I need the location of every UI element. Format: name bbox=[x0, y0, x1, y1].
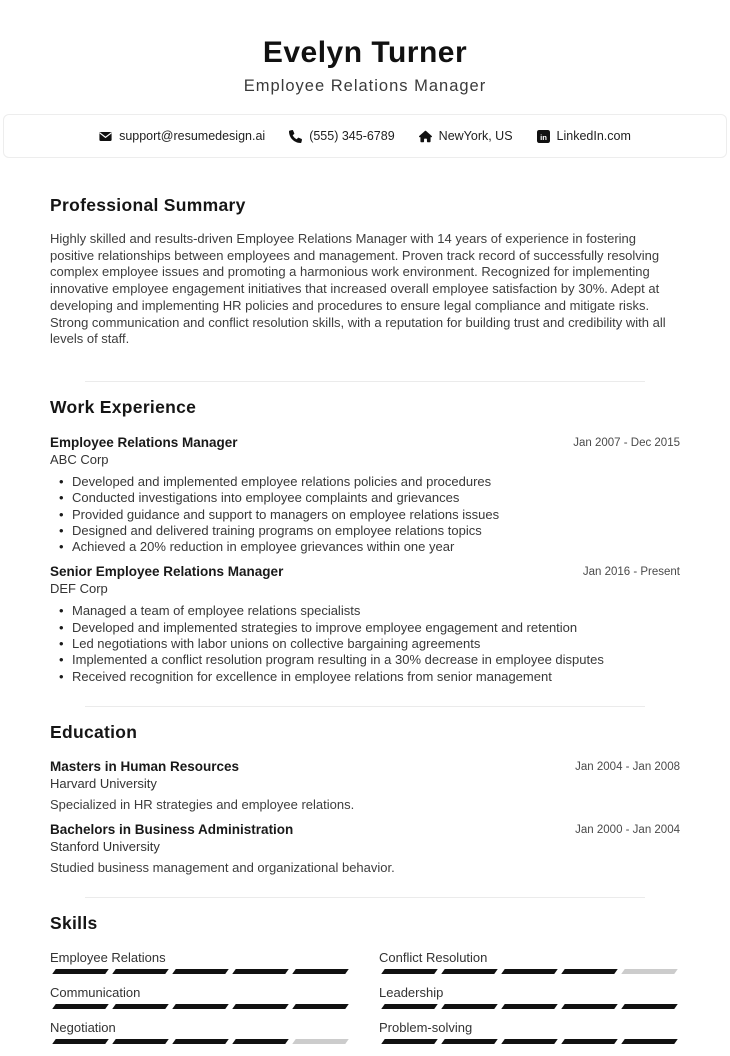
job-bullet: • Led negotiations with labor unions on collective bargaining agreements bbox=[50, 636, 680, 652]
job-bullet: • Designed and delivered training programs on employee relations topics bbox=[50, 523, 680, 539]
summary-text: Highly skilled and results-driven Employee Relations Manager with 14 years of experience in fostering positive relationships between employees and management. Proven track record of successfully resolving complex employee issues and promoting a harmonious work environment. Recognized for implementing innovative employee engagement initiatives that increased overall employee satisfaction by 30%. Adept at developing and implementing HR policies and procedures to ensure legal compliance and mitigate risks. Strong communication and conflict resolution skills, with a reputation for building trust and credibility with all levels of staff. bbox=[50, 231, 666, 347]
education-title-block bbox=[50, 759, 239, 791]
skill-bar-segment bbox=[621, 1039, 678, 1044]
skill-bar-segment bbox=[441, 1039, 498, 1044]
skill-level-bar bbox=[379, 1039, 680, 1044]
school-name: Harvard University bbox=[50, 775, 157, 791]
education-note: Specialized in HR strategies and employee relations. bbox=[50, 796, 355, 812]
skills-grid bbox=[50, 951, 680, 1056]
contact-location-text: NewYork, US bbox=[438, 129, 513, 143]
school-name: Stanford University bbox=[50, 838, 160, 854]
education-heading: Education bbox=[50, 721, 138, 742]
job-entry bbox=[50, 435, 680, 555]
contact-email-text: support@resumedesign.ai bbox=[119, 129, 266, 143]
section-skills bbox=[50, 913, 680, 1056]
job-bullet: • Achieved a 20% reduction in employee grievances within one year bbox=[50, 539, 680, 555]
skill-item bbox=[50, 951, 351, 974]
education-entry bbox=[50, 759, 680, 812]
skill-bar-segment bbox=[381, 1039, 438, 1044]
job-dates: Jan 2016 - Present bbox=[582, 566, 680, 579]
skill-level-bar bbox=[50, 969, 351, 974]
job-bullet-list bbox=[50, 474, 680, 555]
education-note: Studied business management and organizational behavior. bbox=[50, 859, 395, 875]
degree-title: Bachelors in Business Administration bbox=[50, 821, 294, 837]
job-bullet: • Received recognition for excellence in employee relations from senior management bbox=[50, 669, 680, 685]
skill-bar-segment bbox=[52, 1004, 109, 1009]
skill-bar-segment bbox=[112, 1039, 169, 1044]
job-bullet: • Conducted investigations into employee complaints and grievances bbox=[50, 490, 680, 506]
contact-phone bbox=[289, 129, 394, 143]
skill-name: Employee Relations bbox=[50, 949, 166, 965]
skill-bar-segment bbox=[501, 969, 558, 974]
skill-bar-segment bbox=[232, 969, 289, 974]
skill-level-bar bbox=[379, 969, 680, 974]
job-entry bbox=[50, 564, 680, 684]
skill-bar-segment bbox=[501, 1039, 558, 1044]
job-dates: Jan 2007 - Dec 2015 bbox=[573, 436, 680, 449]
job-header bbox=[50, 435, 680, 467]
skill-bar-segment bbox=[381, 1004, 438, 1009]
skill-bar-segment bbox=[381, 969, 438, 974]
skill-level-bar bbox=[50, 1039, 351, 1044]
candidate-title: Employee Relations Manager bbox=[243, 77, 487, 95]
degree-title: Masters in Human Resources bbox=[50, 758, 240, 774]
contact-bar bbox=[3, 114, 727, 158]
skill-bar-segment bbox=[292, 1004, 349, 1009]
skill-bar-segment bbox=[292, 1039, 349, 1044]
skill-item bbox=[50, 986, 351, 1009]
job-title-block bbox=[50, 435, 238, 467]
phone-icon bbox=[289, 130, 302, 143]
job-bullet: • Developed and implemented strategies to improve employee engagement and retention bbox=[50, 620, 680, 636]
education-header bbox=[50, 822, 680, 854]
job-company: ABC Corp bbox=[50, 451, 109, 467]
section-professional-summary bbox=[50, 195, 680, 348]
skill-bar-segment bbox=[621, 1004, 678, 1009]
skill-bar-segment bbox=[441, 1004, 498, 1009]
skill-bar-segment bbox=[232, 1039, 289, 1044]
skill-item bbox=[379, 986, 680, 1009]
job-title: Employee Relations Manager bbox=[50, 434, 238, 450]
skill-bar-segment bbox=[621, 969, 678, 974]
skill-item bbox=[379, 951, 680, 974]
contact-linkedin-text: LinkedIn.com bbox=[556, 129, 631, 143]
skill-name: Conflict Resolution bbox=[379, 949, 488, 965]
skill-bar-segment bbox=[561, 969, 618, 974]
candidate-name: Evelyn Turner bbox=[262, 36, 468, 69]
skill-bar-segment bbox=[501, 1004, 558, 1009]
skill-level-bar bbox=[379, 1004, 680, 1009]
job-bullet: • Implemented a conflict resolution program resulting in a 30% decrease in employee disputes bbox=[50, 652, 680, 668]
section-divider bbox=[85, 897, 645, 898]
section-education bbox=[50, 722, 680, 875]
skills-heading: Skills bbox=[50, 912, 98, 933]
section-divider bbox=[85, 706, 645, 707]
education-dates: Jan 2004 - Jan 2008 bbox=[575, 760, 680, 773]
envelope-icon bbox=[99, 130, 112, 143]
skill-name: Negotiation bbox=[50, 1019, 116, 1035]
skill-item bbox=[50, 1021, 351, 1044]
skill-bar-segment bbox=[112, 1004, 169, 1009]
education-title-block bbox=[50, 822, 293, 854]
skill-name: Leadership bbox=[379, 984, 444, 1000]
skill-item bbox=[379, 1021, 680, 1044]
skill-level-bar bbox=[50, 1004, 351, 1009]
section-divider bbox=[85, 381, 645, 382]
resume-body bbox=[0, 195, 730, 1056]
skill-bar-segment bbox=[441, 969, 498, 974]
job-bullet: • Developed and implemented employee relations policies and procedures bbox=[50, 474, 680, 490]
skill-bar-segment bbox=[52, 969, 109, 974]
skill-bar-segment bbox=[172, 1039, 229, 1044]
skill-bar-segment bbox=[292, 969, 349, 974]
job-bullet-list bbox=[50, 603, 680, 684]
education-dates: Jan 2000 - Jan 2004 bbox=[575, 823, 680, 836]
job-bullet: • Provided guidance and support to managers on employee relations issues bbox=[50, 507, 680, 523]
svg-text:in: in bbox=[539, 132, 547, 142]
job-title: Senior Employee Relations Manager bbox=[50, 564, 284, 580]
job-bullet: • Managed a team of employee relations specialists bbox=[50, 603, 680, 619]
skill-bar-segment bbox=[561, 1004, 618, 1009]
education-entry bbox=[50, 822, 680, 875]
job-title-block bbox=[50, 564, 283, 596]
skill-bar-segment bbox=[232, 1004, 289, 1009]
skill-bar-segment bbox=[561, 1039, 618, 1044]
job-company: DEF Corp bbox=[50, 581, 108, 597]
experience-heading: Work Experience bbox=[50, 396, 197, 417]
contact-linkedin bbox=[537, 129, 631, 143]
contact-phone-text: (555) 345-6789 bbox=[309, 129, 395, 143]
skill-bar-segment bbox=[52, 1039, 109, 1044]
linkedin-icon bbox=[537, 130, 550, 143]
skill-name: Communication bbox=[50, 984, 141, 1000]
contact-location bbox=[419, 129, 513, 143]
job-header bbox=[50, 564, 680, 596]
education-header bbox=[50, 759, 680, 791]
home-icon bbox=[419, 130, 432, 143]
contact-email bbox=[99, 129, 265, 143]
skill-name: Problem-solving bbox=[379, 1019, 473, 1035]
skill-bar-segment bbox=[172, 1004, 229, 1009]
summary-heading: Professional Summary bbox=[50, 195, 246, 215]
resume-header bbox=[0, 0, 730, 96]
skill-bar-segment bbox=[172, 969, 229, 974]
section-work-experience bbox=[50, 397, 680, 685]
skill-bar-segment bbox=[112, 969, 169, 974]
